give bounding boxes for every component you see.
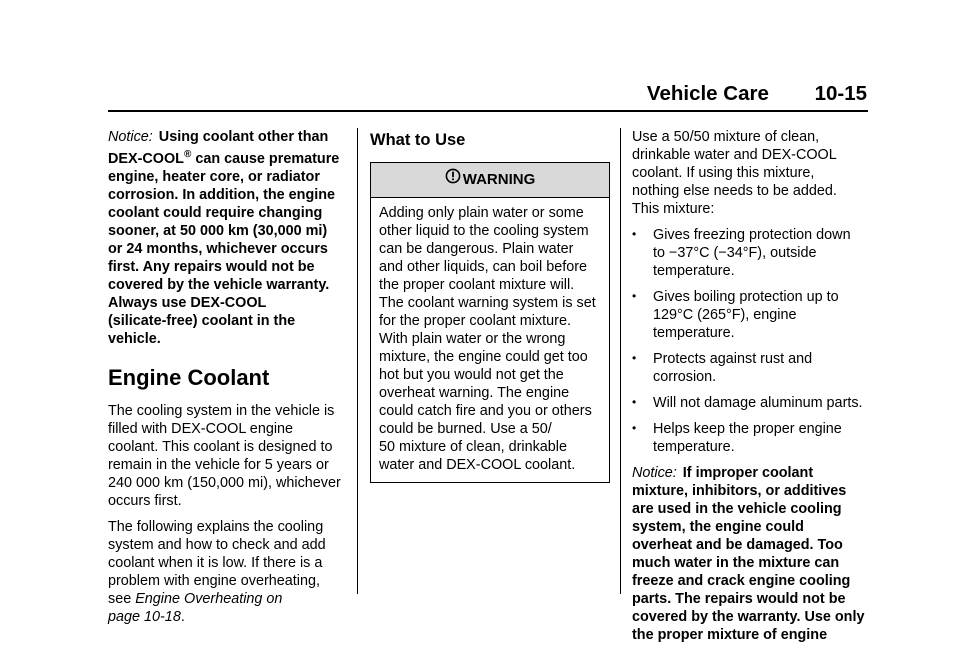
registered-mark: ®: [183, 149, 192, 160]
coolant-intro-paragraph: The cooling system in the vehicle is filled with DEX-COOL engine coolant. This coolant is designed to remain in the vehicle for 5 years or 240 000 km (150,000 mi), whichever occurs first.: [108, 402, 341, 509]
benefits-list: [632, 226, 872, 456]
list-item: • Protects against rust and corrosion.: [632, 351, 813, 385]
mixture-intro-paragraph: Use a 50/50 mixture of clean, drinkable water and DEX-COOL coolant. If using this mixture, nothing else needs to be added. This mixture:: [632, 129, 837, 217]
bullet-icon: •: [632, 289, 637, 303]
notice-label: Notice:: [108, 129, 153, 145]
warning-icon: [445, 163, 461, 197]
list-item: • Gives boiling protection up to 129°C (265°F), engine temperature.: [632, 289, 839, 341]
list-item: • Will not damage aluminum parts.: [632, 395, 863, 411]
bullet-icon: •: [632, 227, 637, 241]
page-number: 10-15: [814, 82, 867, 105]
section-heading: Engine Coolant: [108, 364, 270, 390]
cross-reference-page[interactable]: page 10-18: [108, 608, 181, 625]
bullet-icon: •: [632, 421, 637, 435]
coolant-explain-paragraph: The following explains the cooling system and how to check and add coolant when it is low. If there is a problem with engine overheating, see Engine Overheating on page 10-18.: [108, 518, 326, 625]
column-divider: [620, 128, 621, 594]
bullet-icon: •: [632, 395, 637, 409]
subsection-heading: What to Use: [370, 131, 466, 149]
warning-header: [371, 163, 609, 198]
warning-title: WARNING: [462, 171, 536, 188]
bullet-icon: •: [632, 351, 637, 365]
cross-reference-link[interactable]: Engine Overheating on: [135, 590, 283, 607]
column-divider: [357, 128, 358, 594]
column-1: [108, 128, 348, 634]
column-3: [632, 128, 872, 652]
section-title: Vehicle Care: [646, 82, 769, 105]
warning-box: [370, 162, 610, 483]
page-header: [647, 82, 867, 106]
list-item: • Helps keep the proper engine temperature.: [632, 421, 842, 455]
notice-label: Notice:: [632, 465, 677, 481]
list-item: • Gives freezing protection down to −37°C (−34°F), outside temperature.: [632, 227, 851, 279]
notice-paragraph: Notice: If improper coolant mixture, inhibitors, or additives are used in the vehicle cooling system, the engine could overheat and be damaged. Too much water in the mixture can freeze and crack engine cooling parts. The repairs would not be covered by the warranty. Use only the proper mixture of engine: [632, 465, 865, 643]
header-rule: [108, 110, 868, 112]
column-2: [370, 128, 610, 483]
notice-paragraph: Notice: Using coolant other than DEX-COOL® can cause premature engine, heater core, or radiator corrosion. In addition, the engine coolant could require changing sooner, at 50 000 km (30,000 mi) or 24 months, whichever occurs first. Any repairs would not be covered by the vehicle warranty. Always use DEX-COOL (silicate-free) coolant in the vehicle.: [108, 129, 340, 347]
warning-text: Adding only plain water or some other liquid to the cooling system can be dangerous. Plain water and other liquids, can boil before the proper coolant mixture will. The coolant warning system is set for the proper coolant mixture. With plain water or the wrong mixture, the engine could get too hot but you would not get the overheat warning. The engine could catch fire and you or others could be burned. Use a 50/ 50 mixture of clean, drinkable water and DEX-COOL coolant.: [379, 205, 596, 473]
